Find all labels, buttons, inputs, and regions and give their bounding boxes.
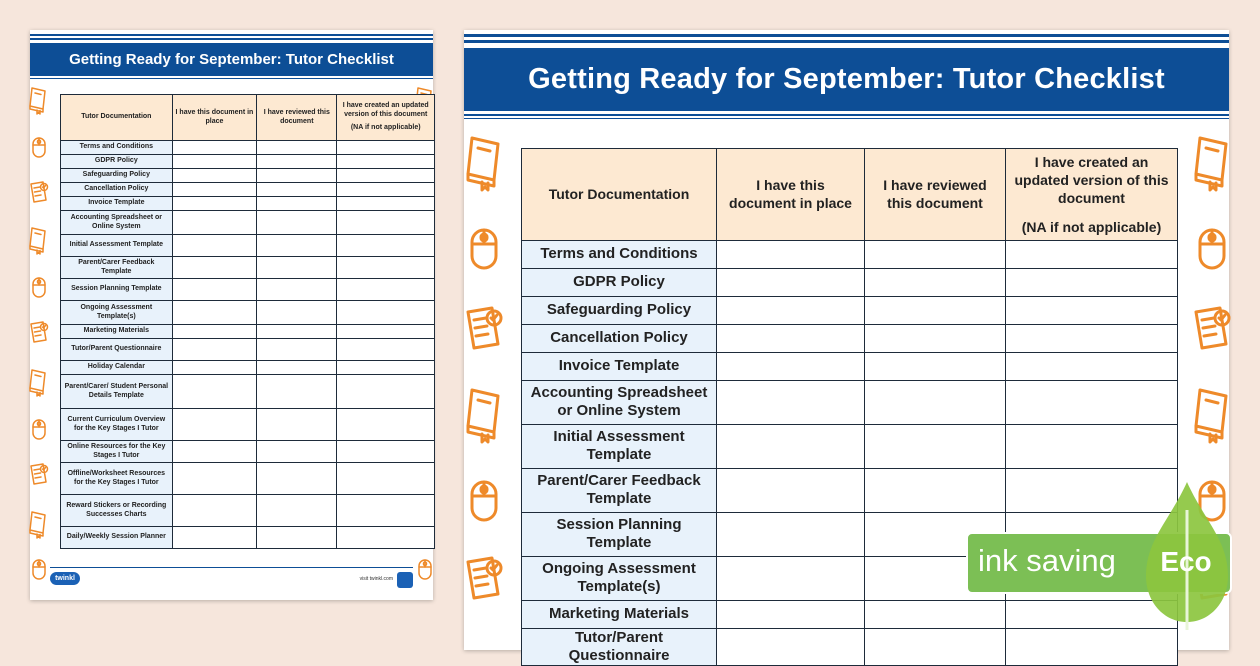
document-item-label: Initial Assessment Template: [522, 424, 717, 468]
table-row: [61, 441, 435, 463]
checkbox-cell[interactable]: [337, 301, 435, 325]
book-icon: [30, 370, 45, 396]
table-row: [522, 352, 1178, 380]
header-rule: [30, 78, 433, 79]
column-header: I have reviewed this document: [257, 95, 337, 141]
table-row: [61, 279, 435, 301]
document-item-label: Tutor/Parent Questionnaire: [61, 339, 173, 361]
checkbox-cell[interactable]: [257, 375, 337, 409]
column-header-text: I have created an updated version of this document: [342, 102, 429, 119]
checkbox-cell[interactable]: [337, 325, 435, 339]
checklist-icon: [31, 182, 48, 202]
checkbox-cell[interactable]: [172, 463, 257, 495]
checkbox-cell[interactable]: [337, 361, 435, 375]
column-header: I have reviewed this document: [865, 149, 1006, 241]
checkbox-cell[interactable]: [172, 211, 257, 235]
checkbox-cell[interactable]: [865, 296, 1006, 324]
checkbox-cell[interactable]: [337, 235, 435, 257]
checklist-icon: [31, 322, 48, 342]
column-header: Tutor Documentation: [61, 95, 173, 141]
document-item-label: GDPR Policy: [61, 155, 173, 169]
icon-border-left: [30, 86, 54, 586]
column-header: [337, 95, 435, 141]
book-icon: [468, 138, 498, 190]
checkbox-cell[interactable]: [717, 556, 865, 600]
document-item-label: Session Planning Template: [61, 279, 173, 301]
checkbox-cell[interactable]: [865, 268, 1006, 296]
checkbox-cell[interactable]: [337, 409, 435, 441]
column-note: (NA if not applicable): [350, 123, 421, 131]
checkbox-cell[interactable]: [1006, 268, 1178, 296]
table-row: [61, 361, 435, 375]
book-icon: [1196, 390, 1226, 442]
table-row: [61, 463, 435, 495]
checkbox-cell[interactable]: [865, 424, 1006, 468]
column-header: Tutor Documentation: [522, 149, 717, 241]
footer-url: visit twinkl.com: [359, 576, 393, 582]
table-row: [61, 141, 435, 155]
header-rule: [30, 34, 433, 36]
table-row: [61, 527, 435, 549]
checkbox-cell[interactable]: [257, 409, 337, 441]
checkbox-cell[interactable]: [257, 463, 337, 495]
checkbox-cell[interactable]: [257, 301, 337, 325]
checkbox-cell[interactable]: [257, 279, 337, 301]
document-item-label: Parent/Carer Feedback Template: [61, 257, 173, 279]
checkbox-cell[interactable]: [172, 183, 257, 197]
book-icon: [1196, 138, 1226, 190]
checkbox-cell[interactable]: [337, 495, 435, 527]
document-item-label: Accounting Spreadsheet or Online System: [61, 211, 173, 235]
mouse-icon: [472, 230, 496, 268]
document-item-label: Parent/Carer/ Student Personal Details Template: [61, 375, 173, 409]
checkbox-cell[interactable]: [1006, 352, 1178, 380]
checkbox-cell[interactable]: [717, 240, 865, 268]
checkbox-cell[interactable]: [172, 527, 257, 549]
checkbox-cell[interactable]: [337, 141, 435, 155]
column-header: I have this document in place: [172, 95, 257, 141]
badge-icon: [397, 572, 413, 588]
checkbox-cell[interactable]: [337, 211, 435, 235]
checkbox-cell[interactable]: [717, 324, 865, 352]
table-row: [522, 268, 1178, 296]
book-icon: [30, 228, 45, 254]
checkbox-cell[interactable]: [257, 169, 337, 183]
book-icon: [468, 390, 498, 442]
checkbox-cell[interactable]: [717, 468, 865, 512]
document-item-label: Terms and Conditions: [522, 240, 717, 268]
document-item-label: Safeguarding Policy: [61, 169, 173, 183]
document-item-label: Tutor/Parent Questionnaire: [522, 628, 717, 665]
header-rule: [464, 118, 1229, 119]
brand-logo: twinkl: [50, 572, 80, 585]
checklist-icon: [468, 308, 501, 348]
table-row: [61, 211, 435, 235]
document-item-label: Accounting Spreadsheet or Online System: [522, 380, 717, 424]
table-row: [522, 468, 1178, 512]
table-row: [522, 628, 1178, 665]
table-row: [61, 235, 435, 257]
checkbox-cell[interactable]: [865, 628, 1006, 665]
document-item-label: Online Resources for the Key Stages I Tutor: [61, 441, 173, 463]
checkbox-cell[interactable]: [172, 169, 257, 183]
document-item-label: Safeguarding Policy: [522, 296, 717, 324]
table-row: [61, 339, 435, 361]
table-row: [522, 380, 1178, 424]
checkbox-cell[interactable]: [172, 375, 257, 409]
document-item-label: Cancellation Policy: [61, 183, 173, 197]
checkbox-cell[interactable]: [865, 324, 1006, 352]
table-row: [61, 197, 435, 211]
checkbox-cell[interactable]: [172, 235, 257, 257]
checkbox-cell[interactable]: [337, 527, 435, 549]
mouse-icon: [419, 560, 431, 579]
checkbox-cell[interactable]: [172, 155, 257, 169]
checkbox-cell[interactable]: [337, 155, 435, 169]
checkbox-cell[interactable]: [257, 361, 337, 375]
document-item-label: Ongoing Assessment Template(s): [61, 301, 173, 325]
icon-border-left: [464, 134, 512, 654]
column-header: [1006, 149, 1178, 241]
book-icon: [30, 88, 45, 114]
mouse-icon: [33, 420, 45, 439]
document-item-label: Cancellation Policy: [522, 324, 717, 352]
ink-saving-text: ink saving: [978, 543, 1116, 578]
checklist-icon: [31, 464, 48, 484]
checkbox-cell[interactable]: [717, 424, 865, 468]
checkbox-cell[interactable]: [337, 197, 435, 211]
checklist-icon: [1196, 308, 1229, 348]
header-rule: [30, 38, 433, 40]
checkbox-cell[interactable]: [717, 628, 865, 665]
checkbox-cell[interactable]: [337, 375, 435, 409]
table-row: [522, 296, 1178, 324]
document-item-label: Initial Assessment Template: [61, 235, 173, 257]
worksheet-thumbnail: [30, 30, 433, 600]
checkbox-cell[interactable]: [172, 279, 257, 301]
checkbox-cell[interactable]: [717, 380, 865, 424]
checkbox-cell[interactable]: [257, 325, 337, 339]
checkbox-cell[interactable]: [172, 409, 257, 441]
checkbox-cell[interactable]: [337, 183, 435, 197]
checkbox-cell[interactable]: [1006, 628, 1178, 665]
checkbox-cell[interactable]: [337, 279, 435, 301]
checkbox-cell[interactable]: [257, 211, 337, 235]
checkbox-cell[interactable]: [1006, 296, 1178, 324]
checkbox-cell[interactable]: [257, 183, 337, 197]
thumbnail-title: Getting Ready for September: Tutor Checklist: [30, 43, 433, 76]
mouse-icon: [1200, 230, 1224, 268]
checkbox-cell[interactable]: [865, 600, 1006, 628]
document-item-label: Session Planning Template: [522, 512, 717, 556]
table-header-row: [522, 149, 1178, 241]
checkbox-cell[interactable]: [337, 339, 435, 361]
checkbox-cell[interactable]: [337, 463, 435, 495]
table-row: [61, 301, 435, 325]
document-item-label: Marketing Materials: [522, 600, 717, 628]
book-icon: [30, 512, 45, 538]
document-item-label: Holiday Calendar: [61, 361, 173, 375]
document-item-label: Offline/Worksheet Resources for the Key Stages I Tutor: [61, 463, 173, 495]
header-rule: [464, 114, 1229, 116]
checkbox-cell[interactable]: [172, 257, 257, 279]
mouse-icon: [33, 278, 45, 297]
document-item-label: Ongoing Assessment Template(s): [522, 556, 717, 600]
column-note: (NA if not applicable): [1021, 218, 1162, 235]
checkbox-cell[interactable]: [257, 155, 337, 169]
page-title: Getting Ready for September: Tutor Checklist: [464, 48, 1229, 111]
document-item-label: Current Curriculum Overview for the Key Stages I Tutor: [61, 409, 173, 441]
checkbox-cell[interactable]: [865, 468, 1006, 512]
table-row: [61, 325, 435, 339]
table-row: [61, 155, 435, 169]
checkbox-cell[interactable]: [257, 197, 337, 211]
checkbox-cell[interactable]: [717, 512, 865, 556]
checklist-icon: [468, 558, 501, 598]
checklist-table-thumbnail: [60, 94, 435, 549]
checkbox-cell[interactable]: [1006, 380, 1178, 424]
checkbox-cell[interactable]: [257, 495, 337, 527]
table-row: [61, 409, 435, 441]
table-row: [61, 257, 435, 279]
document-item-label: Terms and Conditions: [61, 141, 173, 155]
checkbox-cell[interactable]: [865, 240, 1006, 268]
header-rule: [464, 40, 1229, 43]
checkbox-cell[interactable]: [172, 301, 257, 325]
checkbox-cell[interactable]: [1006, 324, 1178, 352]
checkbox-cell[interactable]: [257, 339, 337, 361]
table-row: [61, 375, 435, 409]
checkbox-cell[interactable]: [257, 235, 337, 257]
checkbox-cell[interactable]: [257, 527, 337, 549]
table-header-row: [61, 95, 435, 141]
checkbox-cell[interactable]: [337, 441, 435, 463]
mouse-icon: [33, 138, 45, 157]
table-row: [61, 183, 435, 197]
table-row: [61, 169, 435, 183]
checkbox-cell[interactable]: [865, 352, 1006, 380]
checkbox-cell[interactable]: [717, 296, 865, 324]
document-item-label: Invoice Template: [61, 197, 173, 211]
checkbox-cell[interactable]: [172, 325, 257, 339]
checkbox-cell[interactable]: [337, 257, 435, 279]
checkbox-cell[interactable]: [717, 600, 865, 628]
column-header: I have this document in place: [717, 149, 865, 241]
document-item-label: Marketing Materials: [61, 325, 173, 339]
header-rule: [464, 34, 1229, 37]
mouse-icon: [472, 482, 496, 520]
checkbox-cell[interactable]: [257, 441, 337, 463]
document-item-label: GDPR Policy: [522, 268, 717, 296]
checkbox-cell[interactable]: [1006, 240, 1178, 268]
checkbox-cell[interactable]: [172, 339, 257, 361]
mouse-icon: [33, 560, 45, 579]
checkbox-cell[interactable]: [172, 141, 257, 155]
checkbox-cell[interactable]: [717, 352, 865, 380]
column-header-text: I have created an updated version of this document: [1014, 154, 1169, 207]
table-row: [522, 600, 1178, 628]
table-row: [522, 324, 1178, 352]
checkbox-cell[interactable]: [337, 169, 435, 183]
checkbox-cell[interactable]: [717, 268, 865, 296]
checkbox-cell[interactable]: [257, 141, 337, 155]
document-item-label: Parent/Carer Feedback Template: [522, 468, 717, 512]
checkbox-cell[interactable]: [172, 361, 257, 375]
checkbox-cell[interactable]: [257, 257, 337, 279]
footer-rule: [50, 567, 413, 568]
checkbox-cell[interactable]: [865, 380, 1006, 424]
checkbox-cell[interactable]: [1006, 424, 1178, 468]
eco-label: Eco: [1160, 546, 1212, 577]
document-item-label: Daily/Weekly Session Planner: [61, 527, 173, 549]
table-row: [522, 240, 1178, 268]
checkbox-cell[interactable]: [172, 495, 257, 527]
checkbox-cell[interactable]: [172, 197, 257, 211]
checkbox-cell[interactable]: [172, 441, 257, 463]
document-item-label: Reward Stickers or Recording Successes Charts: [61, 495, 173, 527]
document-item-label: Invoice Template: [522, 352, 717, 380]
table-row: [61, 495, 435, 527]
table-row: [522, 424, 1178, 468]
